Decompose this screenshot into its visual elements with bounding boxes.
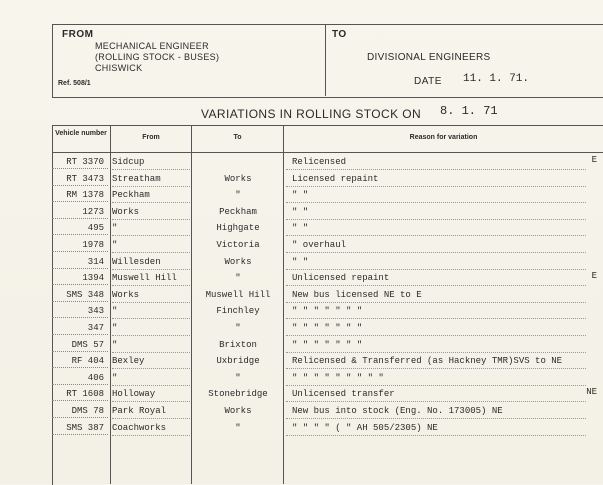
reason: " " " " " " " bbox=[292, 339, 363, 350]
table-row bbox=[52, 239, 603, 256]
table-row bbox=[52, 422, 603, 439]
row-dotted-rule bbox=[286, 251, 586, 253]
row-dotted-rule bbox=[286, 317, 586, 319]
row-dotted-rule bbox=[286, 218, 586, 220]
header-reason: Reason for variation bbox=[409, 134, 478, 141]
date-value: 11. 1. 71. bbox=[463, 73, 530, 85]
table-row bbox=[52, 372, 603, 389]
reason: " " bbox=[292, 223, 309, 234]
to-depot: Works bbox=[224, 406, 252, 416]
reason: " " bbox=[292, 256, 309, 267]
title-date: 8. 1. 71 bbox=[440, 104, 498, 118]
row-dotted-rule bbox=[112, 201, 190, 203]
row-dotted-rule bbox=[286, 400, 586, 402]
to-depot: " bbox=[235, 190, 241, 201]
table-row bbox=[52, 189, 603, 206]
table-row bbox=[52, 206, 603, 223]
reason: " " " " " " " bbox=[292, 306, 363, 317]
table-row bbox=[52, 256, 603, 273]
row-dotted-rule bbox=[286, 334, 586, 336]
document-title: VARIATIONS IN ROLLING STOCK ON bbox=[201, 107, 422, 121]
date-label: DATE bbox=[414, 76, 442, 87]
row-dotted-rule bbox=[286, 384, 586, 386]
reason: " " " " " " " " " bbox=[292, 372, 384, 383]
row-dotted-rule bbox=[112, 301, 190, 303]
to-depot: Finchley bbox=[216, 306, 260, 317]
table-row bbox=[52, 305, 603, 322]
reason: New bus licensed NE to E bbox=[292, 289, 422, 300]
from-depot: Bexley bbox=[112, 356, 145, 367]
table-row bbox=[52, 322, 603, 339]
from-label: FROM bbox=[62, 29, 94, 40]
table-row bbox=[52, 355, 603, 372]
vehicle-number: 1394 bbox=[52, 272, 108, 285]
row-dotted-rule bbox=[286, 185, 586, 187]
reason: New bus into stock (Eng. No. 173005) NE bbox=[292, 406, 503, 416]
from-depot: Streatham bbox=[112, 173, 161, 184]
header-vehicle: Vehicle number bbox=[55, 130, 107, 137]
table-row bbox=[52, 222, 603, 239]
header-underline bbox=[52, 152, 603, 153]
vehicle-number: 495 bbox=[52, 222, 108, 235]
from-depot: " bbox=[112, 339, 118, 350]
to-depot: Stonebridge bbox=[208, 389, 268, 400]
to-depot: Highgate bbox=[216, 223, 260, 234]
to-depot: Brixton bbox=[219, 339, 257, 350]
row-dotted-rule bbox=[286, 351, 586, 353]
from-line-3: CHISWICK bbox=[95, 63, 143, 73]
vehicle-number: 1273 bbox=[52, 206, 108, 219]
row-dotted-rule bbox=[112, 251, 190, 253]
to-depot: Victoria bbox=[216, 240, 260, 250]
vehicle-number: 347 bbox=[52, 322, 108, 335]
vehicle-number: RF 404 bbox=[52, 355, 108, 368]
from-depot: " bbox=[112, 306, 118, 317]
table-row bbox=[52, 339, 603, 356]
from-depot: " bbox=[112, 372, 118, 383]
table-row bbox=[52, 405, 603, 422]
to-depot: Works bbox=[224, 173, 252, 184]
row-dotted-rule bbox=[112, 351, 190, 353]
from-depot: " bbox=[112, 240, 118, 250]
header-divider bbox=[325, 24, 326, 96]
vehicle-number: SMS 348 bbox=[52, 289, 108, 302]
reason: Licensed repaint bbox=[292, 173, 379, 184]
row-dotted-rule bbox=[286, 434, 586, 436]
to-destination: DIVISIONAL ENGINEERS bbox=[367, 52, 491, 63]
reason: Relicensed & Transferred (as Hackney TMR)SVS to NE bbox=[292, 356, 563, 367]
table-row bbox=[52, 272, 603, 289]
row-dotted-rule bbox=[112, 168, 190, 170]
to-depot: Works bbox=[224, 256, 252, 267]
from-depot: Muswell Hill bbox=[112, 273, 177, 284]
from-depot: Sidcup bbox=[112, 157, 145, 167]
header-to: To bbox=[233, 134, 242, 141]
division-flag: NE bbox=[586, 387, 597, 398]
vehicle-number: 1978 bbox=[52, 239, 108, 252]
row-dotted-rule bbox=[286, 234, 586, 236]
vehicle-number: DMS 57 bbox=[52, 339, 108, 352]
row-dotted-rule bbox=[112, 317, 190, 319]
row-dotted-rule bbox=[112, 234, 190, 236]
row-dotted-rule bbox=[286, 367, 586, 369]
to-depot: " bbox=[235, 372, 241, 383]
to-depot: Muswell Hill bbox=[205, 289, 271, 300]
row-dotted-rule bbox=[112, 218, 190, 220]
to-depot: " bbox=[235, 422, 241, 433]
to-label: TO bbox=[332, 29, 347, 40]
from-depot: Works bbox=[112, 289, 140, 300]
vehicle-number: RM 1378 bbox=[52, 189, 108, 202]
from-depot: Park Royal bbox=[112, 406, 167, 416]
row-dotted-rule bbox=[286, 201, 586, 203]
to-depot: " bbox=[235, 323, 241, 333]
from-line-1: MECHANICAL ENGINEER bbox=[95, 41, 209, 51]
table-row bbox=[52, 289, 603, 306]
reason: " " " " ( " AH 505/2305) NE bbox=[292, 422, 438, 433]
row-dotted-rule bbox=[112, 367, 190, 369]
to-depot: Peckham bbox=[219, 206, 257, 217]
row-dotted-rule bbox=[112, 268, 190, 270]
row-dotted-rule bbox=[286, 417, 586, 419]
row-dotted-rule bbox=[286, 301, 586, 303]
vehicle-number: RT 1608 bbox=[52, 388, 108, 401]
row-dotted-rule bbox=[112, 400, 190, 402]
row-dotted-rule bbox=[112, 434, 190, 436]
reason: " " bbox=[292, 206, 309, 217]
from-depot: " bbox=[112, 223, 118, 234]
to-depot: Uxbridge bbox=[216, 356, 260, 367]
table-row bbox=[52, 173, 603, 190]
vehicle-number: 343 bbox=[52, 305, 108, 318]
vehicle-number: SMS 387 bbox=[52, 422, 108, 435]
vehicle-number: DMS 78 bbox=[52, 405, 108, 418]
row-dotted-rule bbox=[286, 284, 586, 286]
from-depot: " bbox=[112, 323, 118, 333]
from-depot: Peckham bbox=[112, 190, 150, 201]
reason: Unlicensed repaint bbox=[292, 273, 390, 284]
header-from: From bbox=[142, 134, 160, 141]
row-dotted-rule bbox=[112, 185, 190, 187]
division-flag: E bbox=[591, 271, 597, 282]
row-dotted-rule bbox=[112, 334, 190, 336]
division-flag: E bbox=[591, 155, 597, 165]
reason: Relicensed bbox=[292, 157, 347, 167]
reason: " " " " " " " bbox=[292, 323, 363, 333]
row-dotted-rule bbox=[112, 284, 190, 286]
row-dotted-rule bbox=[112, 384, 190, 386]
from-depot: Coachworks bbox=[112, 422, 167, 433]
row-dotted-rule bbox=[112, 417, 190, 419]
vehicle-number: 314 bbox=[52, 256, 108, 269]
from-depot: Holloway bbox=[112, 389, 156, 400]
table-row bbox=[52, 388, 603, 405]
reason: " " bbox=[292, 190, 309, 201]
to-depot: " bbox=[235, 273, 241, 284]
from-depot: Willesden bbox=[112, 256, 161, 267]
vehicle-number: RT 3370 bbox=[52, 156, 108, 169]
vehicle-number: RT 3473 bbox=[52, 173, 108, 186]
reason: Unlicensed transfer bbox=[292, 389, 395, 400]
reference-number: Ref. 508/1 bbox=[58, 80, 91, 87]
row-dotted-rule bbox=[286, 168, 586, 170]
row-dotted-rule bbox=[286, 268, 586, 270]
from-depot: Works bbox=[112, 206, 140, 217]
vehicle-number: 406 bbox=[52, 372, 108, 385]
from-line-2: (ROLLING STOCK - BUSES) bbox=[95, 52, 220, 62]
reason: " overhaul bbox=[292, 240, 347, 250]
table-row bbox=[52, 156, 603, 173]
